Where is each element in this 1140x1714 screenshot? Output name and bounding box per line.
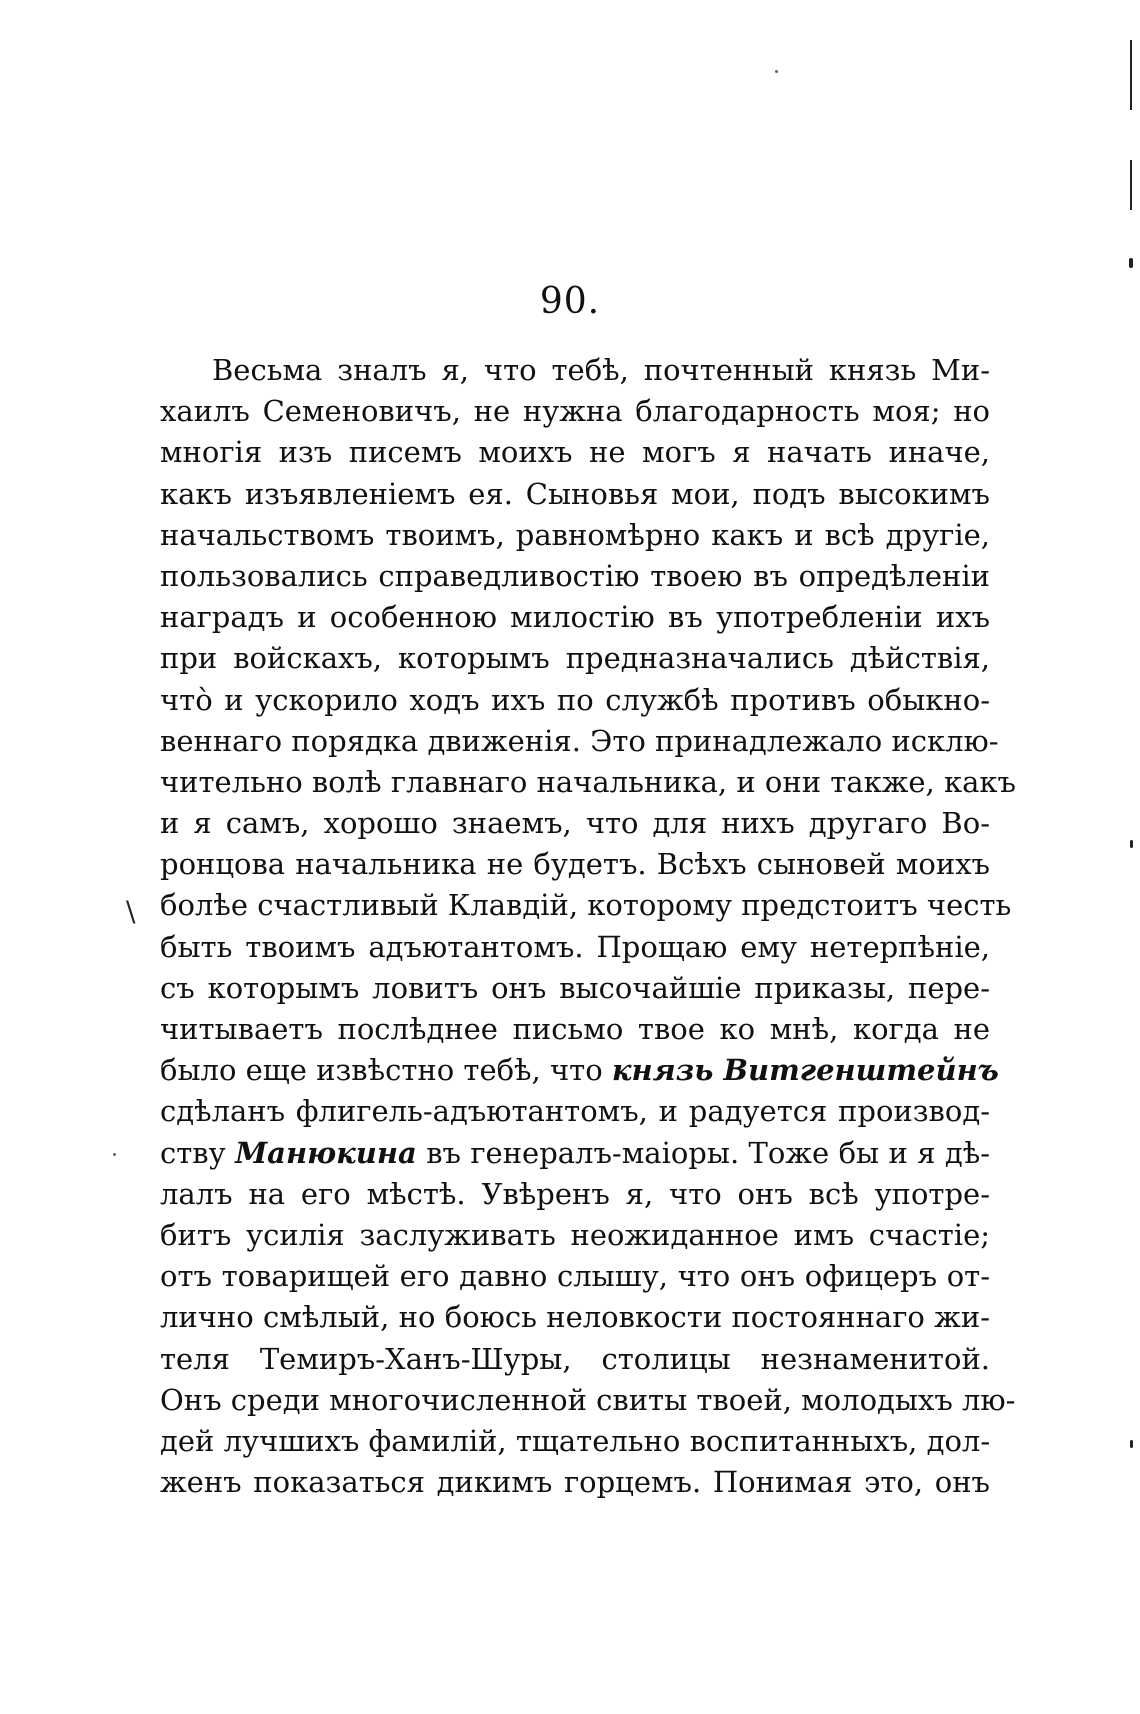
- text-line: и я самъ, хорошо знаемъ, что для нихъ другаго Во-: [160, 806, 990, 841]
- scan-speck: [775, 70, 778, 73]
- text-line: [160, 1133, 990, 1174]
- text-line: отъ товарищей его давно слышу, что онъ офицеръ от-: [160, 1259, 990, 1294]
- text-line: быть твоимъ адъютантомъ. Прощаю ему нетерпѣніе,: [160, 929, 990, 964]
- text-line: сдѣланъ флигель-адъютантомъ, и радуется производ-: [160, 1094, 990, 1129]
- text-line: какъ изъявленіемъ ея. Сыновья мои, подъ высокимъ: [160, 476, 990, 511]
- text-line: веннаго порядка движенія. Это принадлежало исклю-: [160, 723, 999, 758]
- scan-edge-line: [1130, 40, 1132, 110]
- text-line: ронцова начальника не будетъ. Всѣхъ сыновей моихъ: [160, 847, 990, 882]
- text-line: битъ усилія заслуживать неожиданное имъ счастіе;: [160, 1217, 990, 1252]
- text-line: женъ показаться дикимъ горцемъ. Понимая это, онъ: [160, 1465, 990, 1500]
- text-line: дей лучшихъ фамилій, тщательно воспитанныхъ, дол-: [160, 1423, 991, 1458]
- text-line-part: въ генералъ-маіоры. Тоже бы и я дѣ-: [426, 1135, 991, 1170]
- scan-speck: [113, 1153, 116, 1156]
- text-line-part: было еще извѣстно тебѣ, что: [160, 1053, 603, 1088]
- text-line: наградъ и особенною милостію въ употребленіи ихъ: [160, 600, 990, 635]
- scan-edge-dot: [1129, 258, 1133, 268]
- text-line: что̀ и ускорило ходъ ихъ по службѣ противъ обыкно-: [160, 682, 990, 717]
- text-line: съ которымъ ловитъ онъ высочайшіе приказы, пере-: [160, 970, 990, 1005]
- text-line: пользовались справедливостію твоею въ опредѣленіи: [160, 558, 990, 593]
- scan-edge-dot: [1130, 840, 1133, 848]
- text-line-part: ству: [160, 1135, 226, 1170]
- text-line: лично смѣлый, но боюсь неловкости постояннаго жи-: [160, 1300, 990, 1335]
- scan-edge-line: [1130, 160, 1132, 210]
- text-line: начальствомъ твоимъ, равномѣрно какъ и всѣ другіе,: [160, 517, 990, 552]
- text-line: болѣе счастливый Клавдій, которому предстоитъ честь: [160, 888, 1012, 923]
- body-text: [160, 350, 1016, 1503]
- page-number: 90.: [539, 281, 601, 322]
- text-line: лалъ на его мѣстѣ. Увѣренъ я, что онъ всѣ употре-: [160, 1176, 990, 1211]
- text-line: чительно волѣ главнаго начальника, и они также, какъ: [160, 764, 1016, 799]
- text-line: многія изъ писемъ моихъ не могъ я начать иначе,: [160, 435, 990, 470]
- text-line: читываетъ послѣднее письмо твое ко мнѣ, когда не: [160, 1012, 990, 1046]
- italic-name: князь Витгенштейнъ: [611, 1053, 999, 1088]
- text-line: теля Темиръ-Ханъ-Шуры, столицы незнаменитой.: [160, 1341, 990, 1376]
- text-line: хаилъ Семеновичъ, не нужна благодарность моя; но: [160, 394, 990, 429]
- text-line: [160, 1050, 999, 1091]
- margin-mark: \: [126, 895, 136, 928]
- italic-name: Манюкина: [235, 1135, 417, 1170]
- scan-edge-dot: [1130, 1440, 1133, 1448]
- text-line: Онъ среди многочисленной свиты твоей, молодыхъ лю-: [160, 1382, 1016, 1417]
- text-line: Весьма зналъ я, что тебѣ, почтенный князь Ми-: [212, 353, 990, 387]
- text-line: при войскахъ, которымъ предназначались дѣйствія,: [160, 641, 990, 676]
